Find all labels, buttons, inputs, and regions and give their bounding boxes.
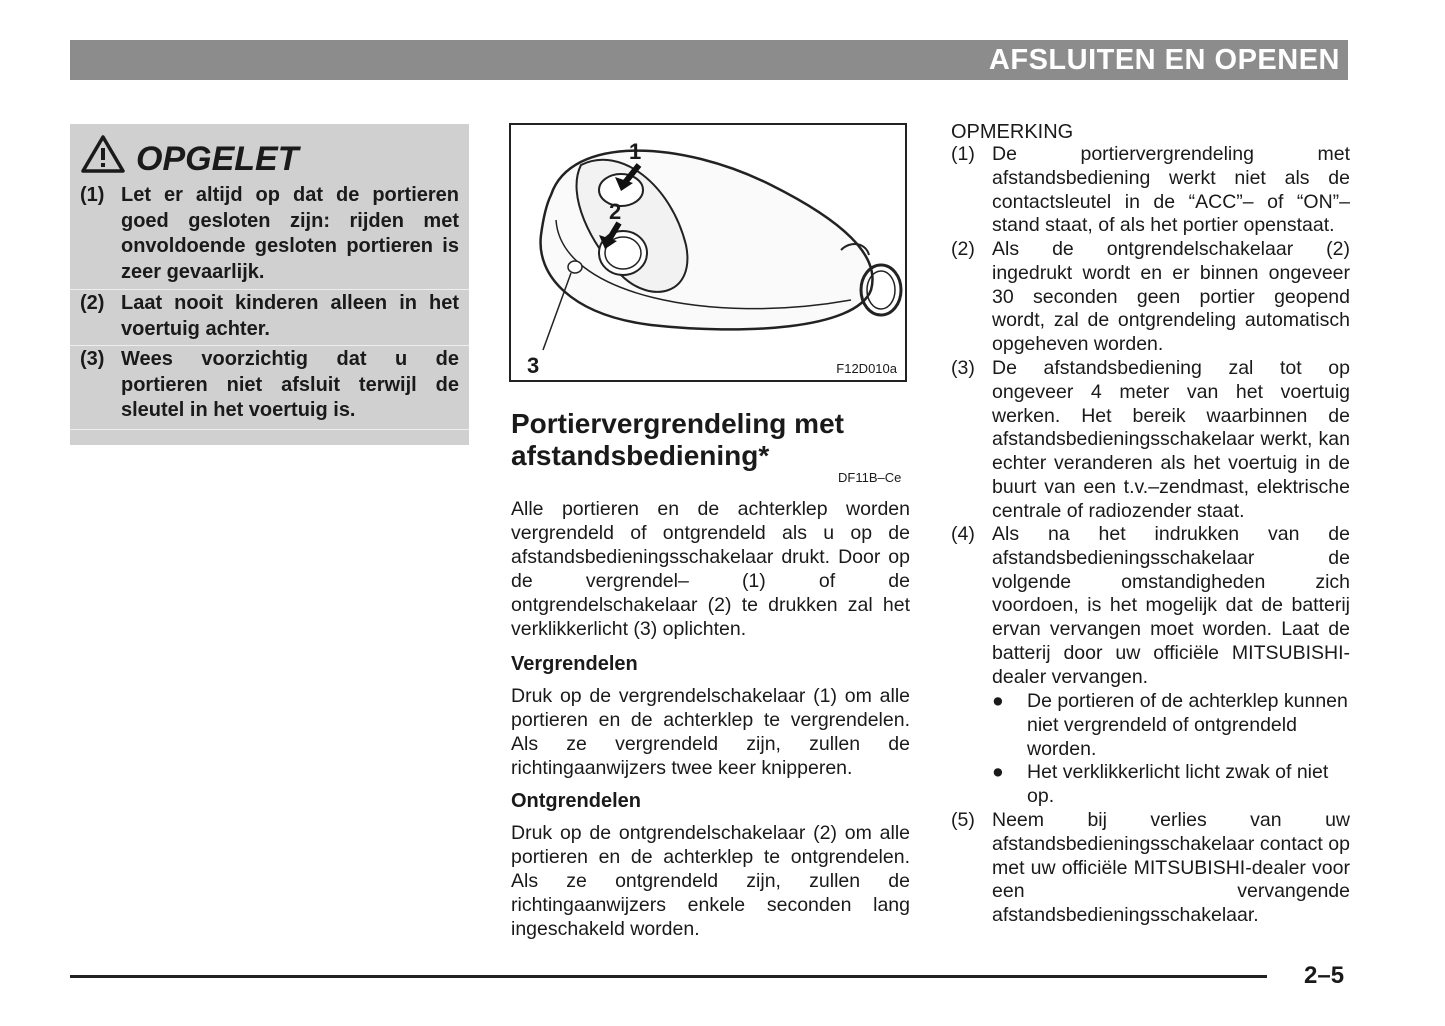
- bullet-text: De portieren of de achterklep kunnen niet vergrendeld of ontgrendeld worden.: [1027, 690, 1348, 760]
- note-item-number: (3): [951, 357, 975, 379]
- figure-code: F12D010a: [836, 361, 897, 376]
- footer-rule: [70, 975, 1267, 978]
- note-heading: OPMERKING: [951, 121, 1074, 143]
- callout-label: 2: [609, 199, 622, 224]
- key-fob-illustration: [511, 125, 905, 380]
- note-item-number: (4): [951, 523, 975, 545]
- header-bar: [70, 40, 1348, 80]
- page-number: 2–5: [1304, 962, 1345, 989]
- bullet-text: Het verklikkerlicht licht zwak of niet op.: [1027, 761, 1329, 807]
- note-item-text: Als na het indrukken van de afstandsbedieningsschakelaar de volgende omstandigheden zich voordoen, is het mogelijk dat de batterij ervan vervangen moet worden. Laat de batterij door uw officiële MITSUBISHI-dealer vervangen.: [992, 523, 1350, 688]
- callout-label: 1: [629, 139, 642, 164]
- unlock-heading: Ontgrendelen: [511, 790, 642, 812]
- note-item-text: Als de ontgrendelschakelaar (2) ingedrukt wordt en er binnen ongeveer 30 seconden geen portier geopend wordt, zal de ontgrendeling automatisch opgeheven worden.: [992, 238, 1350, 356]
- warning-item-text: Let er altijd op dat de portieren goed gesloten zijn: rijden met onvoldoende gesloten portieren is zeer gevaarlijk.: [121, 184, 459, 283]
- warning-item-number: (1): [80, 184, 105, 206]
- section-title: Portiervergrendeling met afstandsbediening*: [511, 408, 844, 471]
- note-item-number: (1): [951, 143, 975, 165]
- note-item-text: Neem bij verlies van uw afstandsbedieningsschakelaar contact op met uw officiële MITSUBISHI-dealer voor een vervangende afstandsbedieningsschakelaar.: [992, 809, 1350, 927]
- warning-item-number: (2): [80, 292, 105, 314]
- bullet-icon: ●: [992, 690, 1004, 712]
- warning-box: [70, 124, 469, 445]
- note-item-text: De afstandsbediening zal tot op ongeveer 4 meter van het voertuig werken. Het bereik waarbinnen de afstandsbedieningsschakelaar werkt, kan echter veranderen als het voertuig in de buurt van een t.v.–zendmast, elektrische centrale of radiozender staat.: [992, 357, 1350, 522]
- warning-item-text: Wees voorzichtig dat u de portieren niet afsluit terwijl de sleutel in het voertuig is.: [121, 348, 459, 421]
- divider: [70, 429, 469, 430]
- lock-heading: Vergrendelen: [511, 653, 638, 675]
- bullet-icon: ●: [992, 761, 1004, 783]
- section-code: DF11B–Ce: [838, 470, 902, 485]
- warning-title: OPGELET: [136, 140, 299, 178]
- page-section-title: AFSLUITEN EN OPENEN: [988, 44, 1340, 76]
- unlock-paragraph: Druk op de ontgrendelschakelaar (2) om alle portieren en de achterklep te ontgrendelen. Als ze ontgrendeld zijn, zullen de richtingaanwijzers enkele seconden lang ingeschakeld worden.: [511, 822, 910, 940]
- warning-item-text: Laat nooit kinderen alleen in het voertuig achter.: [121, 292, 459, 340]
- note-item-number: (5): [951, 809, 975, 831]
- callout-label: 3: [527, 353, 540, 378]
- warning-triangle-icon: [80, 134, 126, 174]
- divider: [70, 289, 469, 290]
- warning-item-number: (3): [80, 348, 105, 370]
- lock-paragraph: Druk op de vergrendelschakelaar (1) om alle portieren en de achterklep te vergrendelen. Als ze vergrendeld zijn, zullen de richtingaanwijzers twee keer knipperen.: [511, 685, 910, 779]
- note-item-number: (2): [951, 238, 975, 260]
- remote-control-figure: [509, 123, 907, 382]
- divider: [70, 345, 469, 346]
- note-item-text: De portiervergrendeling met afstandsbediening werkt niet als de contactsleutel in de “ACC”– of “ON”–stand staat, of als het portier openstaat.: [992, 143, 1350, 237]
- intro-paragraph: Alle portieren en de achterklep worden vergrendeld of ontgrendeld als u op de afstandsbedieningsschakelaar drukt. Door op de vergrendel– (1) of de ontgrendelschakelaar (2) te drukken zal het verklikkerlicht (3) oplichten.: [511, 498, 910, 640]
